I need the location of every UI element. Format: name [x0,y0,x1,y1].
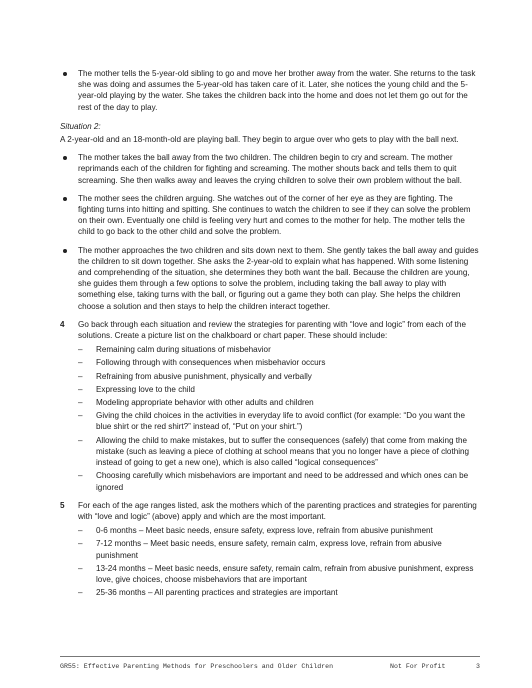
dash-marker: – [78,588,83,598]
bullet-text: The mother approaches the two children and sits down next to them. She gently takes the ball away and guides the children to sit down together. She asks the 2-year-old to explain what has happened. With some listening and comprehending of the situation, she determines they both want the ball. Because the children are young, she guides them through a few options to solve the problem, including taking the ball away to play with something else, taking turns with the ball, or figuring out a game they both can play. She helps the children choose a solution and then stays to help the children interact together. [78,245,479,311]
list-item-text: Expressing love to the child [96,384,195,394]
bullet-item [60,245,480,312]
dash-marker: – [78,526,83,536]
list-item-text: Choosing carefully which misbehaviors are important and need to be addressed and which ones can be ignored [96,471,469,492]
bullet-text: The mother takes the ball away from the two children. The children begin to cry and scream. The mother reprimands each of the children for fighting and screaming. The mother shouts back and tells them to quit screaming. She then walks away and leaves the crying children to solve their own problem without the ball. [78,153,462,185]
list-item-text: 13-24 months – Meet basic needs, ensure safety, remain calm, refrain from abusive punishment, express love, give choices, choose misbehaviors that are important [96,563,474,584]
bullet-dot-icon [63,72,67,76]
page-content [60,68,480,600]
footer-title: GR55: Effective Parenting Methods for Preschoolers and Older Children [60,663,334,670]
list-item [78,587,480,598]
list-item [78,371,480,382]
list-item [78,384,480,395]
list-item-text: 7-12 months – Meet basic needs, ensure safety, remain calm, express love, refrain from abusive punishment [96,539,442,560]
list-item-text: Remaining calm during situations of misbehavior [96,345,271,355]
list-item [78,563,480,585]
dash-marker: – [78,563,83,573]
bullet-dot-icon [63,156,67,160]
page-footer [60,656,480,670]
dash-marker: – [78,398,83,408]
list-item [78,435,480,469]
situation2-intro: A 2-year-old and an 18-month-old are playing ball. They begin to argue over who gets to play with the ball next. [60,135,459,145]
list-item-text: Allowing the child to make mistakes, but to suffer the consequences (safely) that come from making the mistake (such as leaving a piece of clothing at school means that you no longer have a piece of clothing instead of going to get a new one), which is also called “logical consequences” [96,435,470,468]
dash-marker: – [78,358,83,368]
step-number: 5 [60,500,65,510]
list-item [78,525,480,536]
situation2-bullets [60,152,480,312]
list-item-text: 25-36 months – All parenting practices and strategies are important [96,588,338,598]
list-item [78,397,480,408]
step-text: For each of the age ranges listed, ask the mothers which of the parenting practices and strategies for parenting with “love and logic” (above) apply and which are the most important. [78,500,477,521]
dash-marker: – [78,371,83,381]
dash-marker: – [78,384,83,394]
list-item [78,410,480,432]
bullet-text: The mother tells the 5-year-old sibling to go and move her brother away from the water. She returns to the task she was doing and assumes the 5-year-old has taken care of it. Later, she notices the young child and the 5-year-old playing by the water. She takes the children back into the home and does not let them go out for the rest of the day to play. [78,69,476,112]
list-item-text: Refraining from abusive punishment, physically and verbally [96,371,312,381]
list-item-text: 0-6 months – Meet basic needs, ensure safety, express love, refrain from abusive punishment [96,526,433,536]
bullet-dot-icon [63,197,67,201]
list-item [78,344,480,355]
list-item-text: Following through with consequences when misbehavior occurs [96,358,326,368]
list-item-text: Giving the child choices in the activities in everyday life to avoid conflict (for example: “Do you want the blue shirt or the red shirt?” instead of, “Put on your shirt.”) [96,411,465,432]
situation1-bullets [60,68,480,113]
list-item-text: Modeling appropriate behavior with other adults and children [96,398,314,408]
bullet-text: The mother sees the children arguing. She watches out of the corner of her eye as they are fighting. The fighting turns into hitting and spitting. She continues to watch the children to see if they can solve the problem on their own. Eventually one child is feeling very hurt and comes to the mother for help. The mother tells the child to go back to the other child and solve the problem. [78,193,471,237]
list-item [78,538,480,560]
page-number: 3 [476,663,480,670]
list-item [78,357,480,368]
list-item [78,470,480,492]
dash-marker: – [78,345,83,355]
bullet-item [60,152,480,186]
footer-notice: Not For Profit [390,663,446,670]
bullet-item [60,193,480,238]
step-number: 4 [60,319,65,329]
bullet-dot-icon [63,249,67,253]
step-text: Go back through each situation and review the strategies for parenting with “love and logic” from each of the solutions. Create a picture list on the chalkboard or chart paper. These should include: [78,319,466,341]
dash-marker: – [78,539,83,549]
step-4 [60,319,480,493]
dash-marker: – [78,471,83,481]
step5-list [78,525,480,598]
situation2-heading: Situation 2: [60,121,101,131]
dash-marker: – [78,435,83,445]
bullet-item [60,68,480,113]
step-5 [60,500,480,599]
step4-list [78,344,480,492]
dash-marker: – [78,411,83,421]
